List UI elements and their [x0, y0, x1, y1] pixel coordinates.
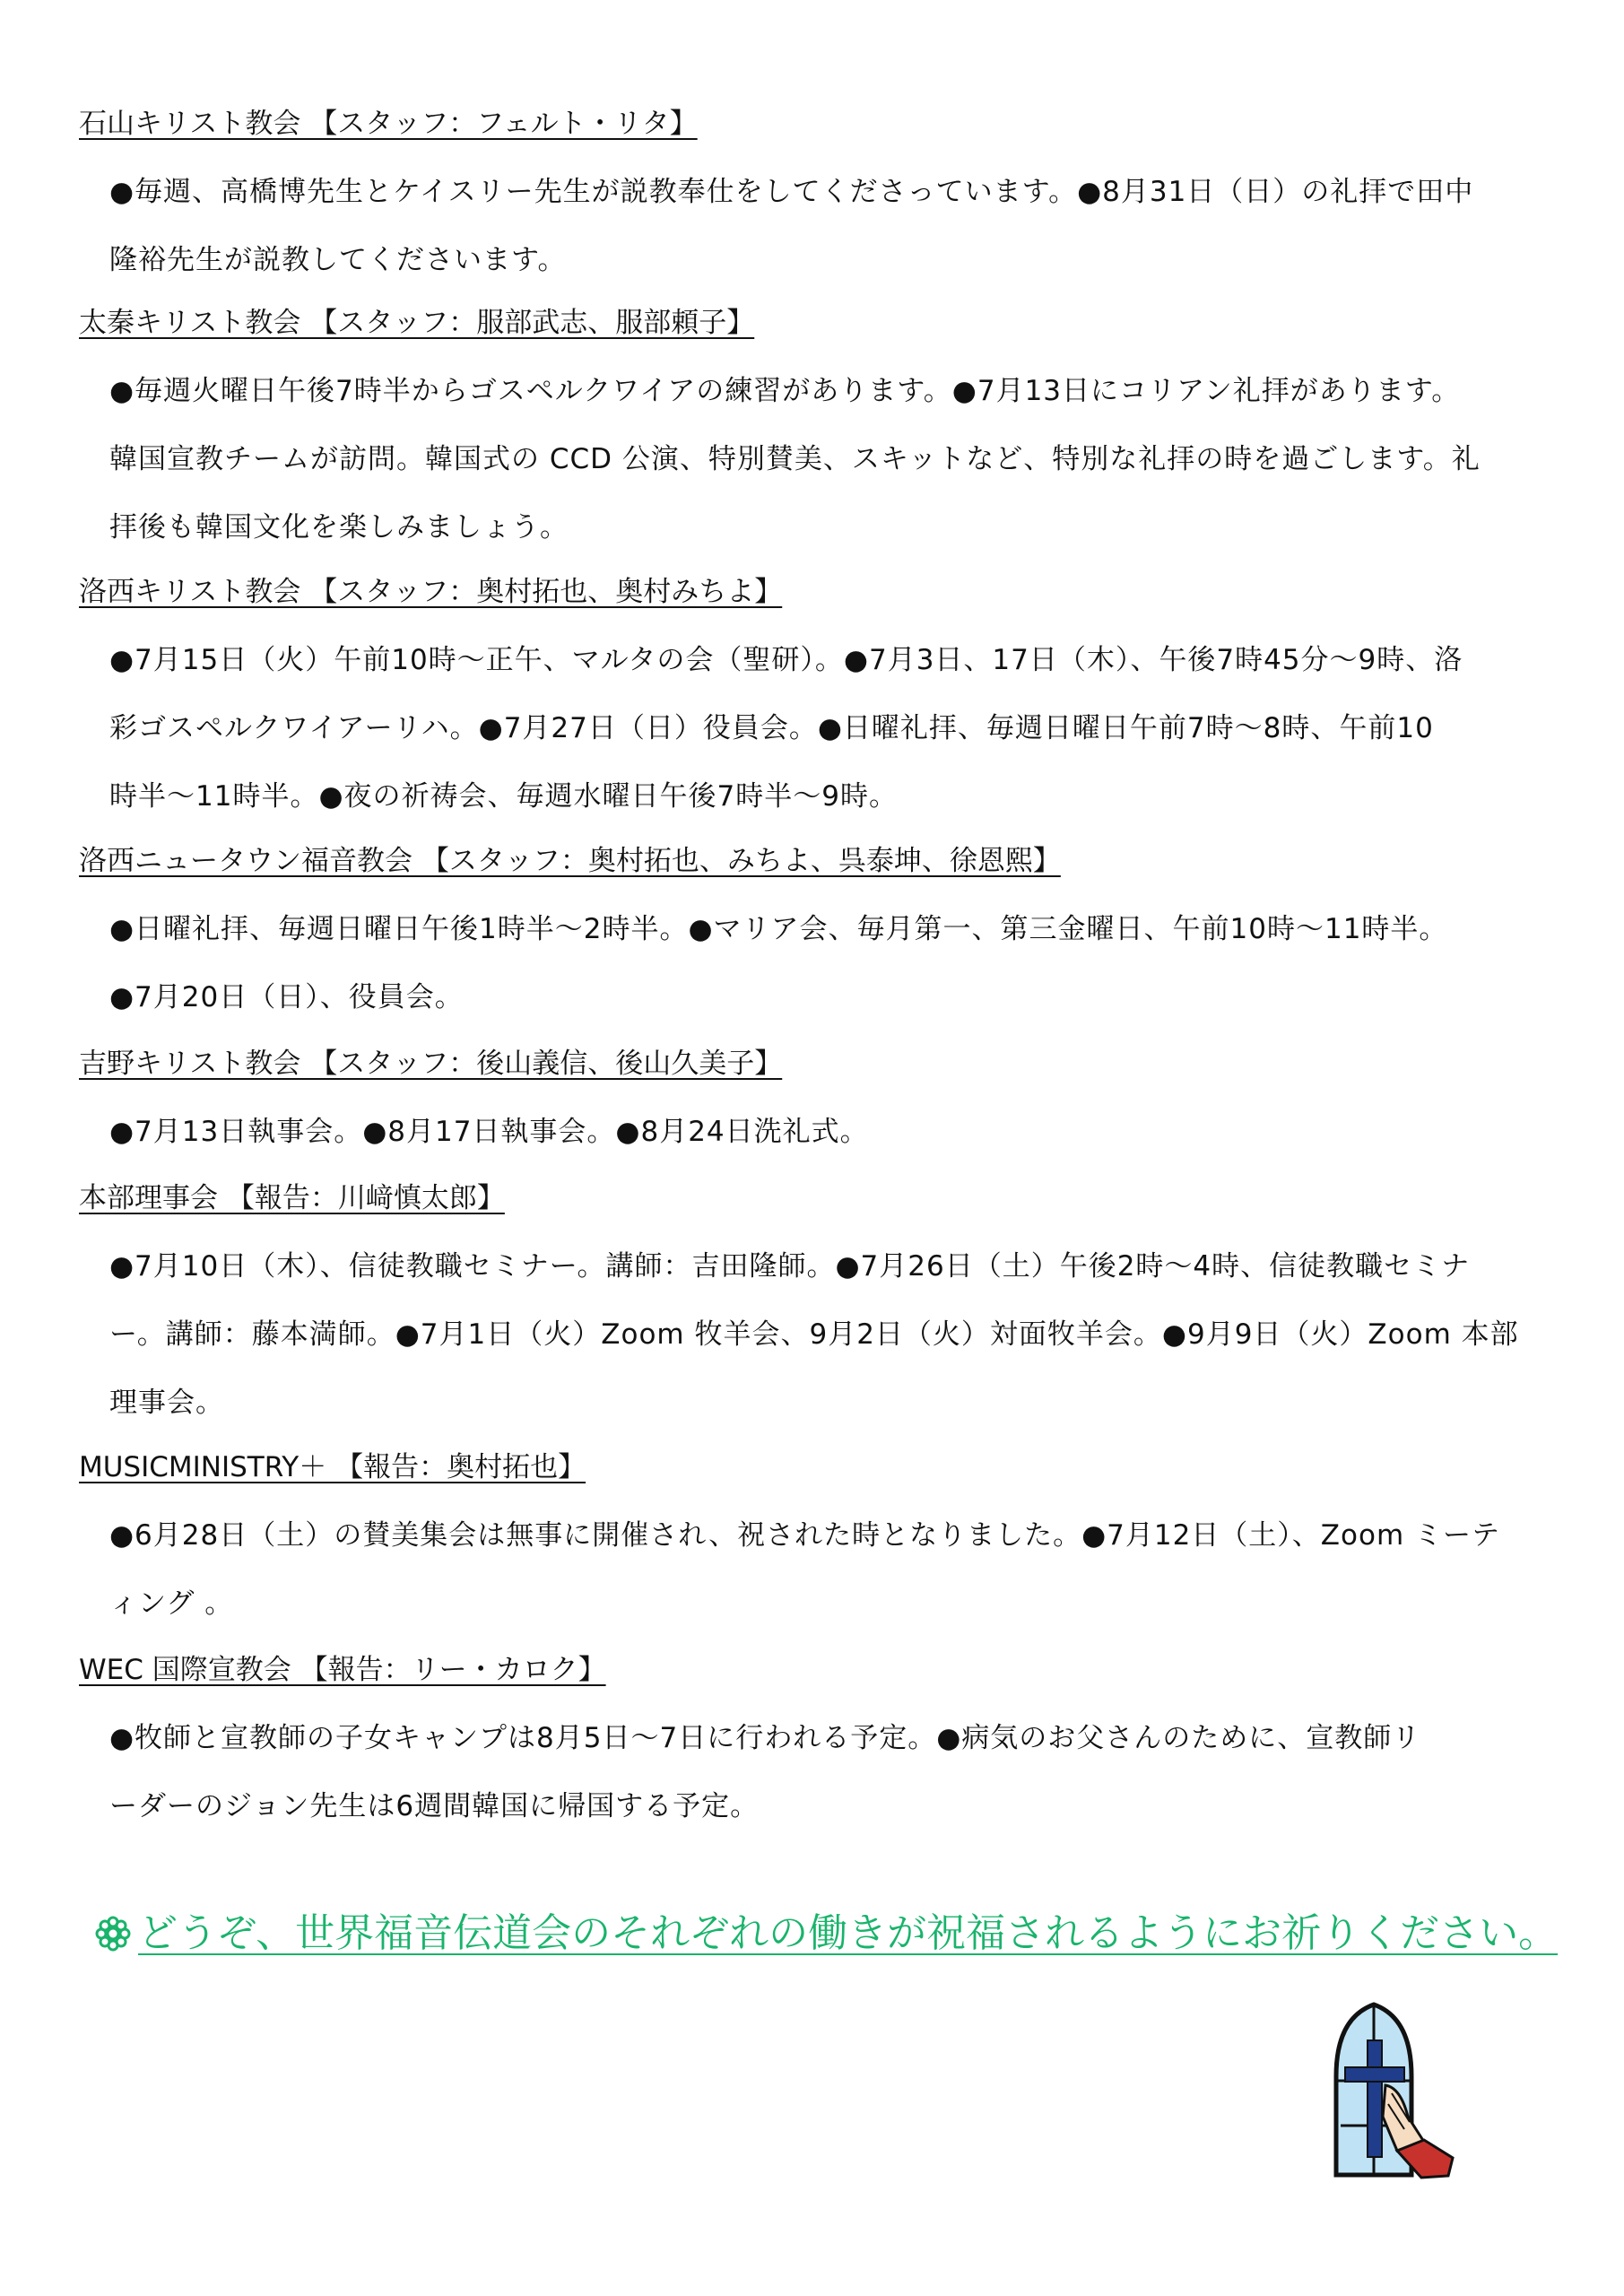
section-body-uzumasa: ●毎週火曜日午後7時半からゴスペルクワイアの練習があります。●7月13日にコリアン礼拝があります。 韓国宣教チームが訪問。韓国式の CCD 公演、特別賛美、スキットなど、特別な礼拝の時を過ごします。礼 拝後も韓国文化を楽しみましょう。 — [109, 375, 1481, 544]
section-heading-uzumasa: 太秦キリスト教会 【スタッフ：服部武志、服部頼子】 — [79, 307, 755, 339]
closing-prayer — [95, 1909, 1558, 1959]
section-body-wec: ●牧師と宣教師の子女キャンプは8月5日～7日に行われる予定。●病気のお父さんのために、宣教師リ ーダーのジョン先生は6週間韓国に帰国する予定。 — [109, 1722, 1421, 1822]
section-heading-yoshino: 吉野キリスト教会 【スタッフ：後山義信、後山久美子】 — [79, 1048, 783, 1080]
flower-icon — [95, 1916, 131, 1952]
section-heading-rakusai: 洛西キリスト教会 【スタッフ：奥村拓也、奥村みちよ】 — [79, 576, 783, 608]
section-body-yoshino: ●7月13日執事会。●8月17日執事会。●8月24日洗礼式。 — [109, 1116, 869, 1148]
church-window-praying-hands-illustration — [1318, 2000, 1475, 2179]
section-body-rakusai-newtown: ●日曜礼拝、毎週日曜日午後1時半～2時半。●マリア会、毎月第一、第三金曜日、午前10時～11時半。 ●7月20日（日）、役員会。 — [109, 913, 1448, 1013]
section-body-ishiyama: ●毎週、高橋博先生とケイスリー先生が説教奉仕をしてくださっています。●8月31日（日）の礼拝で田中 隆裕先生が説教してくださいます。 — [109, 176, 1474, 276]
section-body-rakusai: ●7月15日（火）午前10時～正午、マルタの会（聖研）。●7月3日、17日（木）、午後7時45分～9時、洛 彩ゴスペルクワイアーリハ。●7月27日（日）役員会。●日曜礼拝、毎週日曜日午前7時～8時、午前10 時半～11時半。●夜の祈祷会、毎週水曜日午後7時半～9時。 — [109, 644, 1463, 813]
closing-prayer-text: どうぞ、世界福音伝道会のそれぞれの働きが祝福されるようにお祈りください。 — [138, 1910, 1559, 1956]
section-heading-musicministry: MUSICMINISTRY＋ 【報告：奥村拓也】 — [79, 1451, 586, 1483]
section-heading-headquarters-board: 本部理事会 【報告：川﨑慎太郎】 — [79, 1182, 505, 1214]
section-heading-ishiyama: 石山キリスト教会 【スタッフ：フェルト・リタ】 — [79, 108, 698, 140]
section-body-musicministry: ●6月28日（土）の賛美集会は無事に開催され、祝された時となりました。●7月12日（土）、Zoom ミーテ ィング 。 — [109, 1519, 1501, 1620]
section-heading-wec: WEC 国際宣教会 【報告：リー・カロク】 — [79, 1654, 606, 1686]
section-body-headquarters-board: ●7月10日（木）、信徒教職セミナー。講師：吉田隆師。●7月26日（土）午後2時～4時、信徒教職セミナ ー。講師：藤本満師。●7月1日（火）Zoom 牧羊会、9月2日（火）対面牧羊会。●9月9日（火）Zoom 本部 理事会。 — [109, 1250, 1519, 1419]
section-heading-rakusai-newtown: 洛西ニュータウン福音教会 【スタッフ：奥村拓也、みちよ、呉泰坤、徐恩熙】 — [79, 845, 1061, 877]
